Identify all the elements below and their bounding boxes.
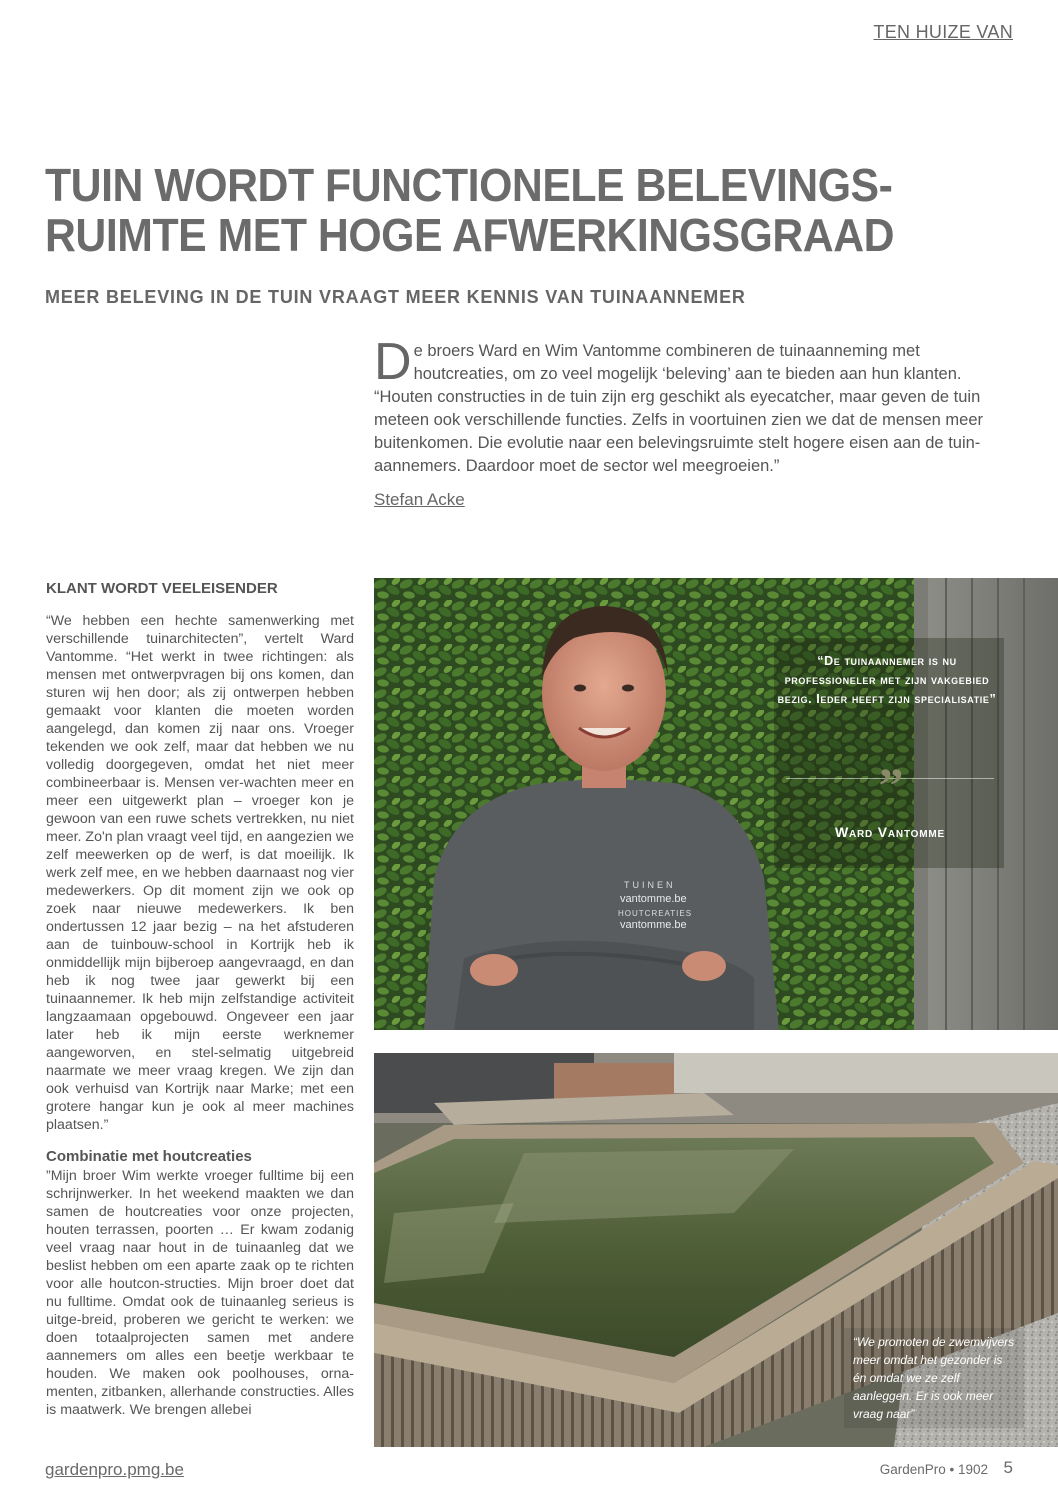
intro-paragraph [374, 333, 1010, 478]
portrait-illustration [374, 578, 1058, 1030]
article-subtitle: MEER BELEVING IN DE TUIN VRAAGT MEER KENNIS VAN TUINAANNEMER [45, 287, 746, 307]
intro-text: e broers Ward en Wim Vantomme combineren de tuinaanneming met houtcreaties, om zo veel mogelijk ‘beleving’ aan te bieden aan hun klanten. “Houten constructies in de tuin zijn erg geschikt als eyecatcher, maar geven de tuin meteen ook verschillende functies. Zelfs in voortuinen zien we dat de mensen meer buitenkomen. Die evolutie naar een belevingsruimte stelt hogere eisen aan de tuin-aannemers. Daardoor moet de sector wel meegroeien.” [374, 342, 983, 475]
body-paragraph-2: ”Mijn broer Wim werkte vroeger fulltime bij een schrijnwerker. In het weekend maakten we dan samen de houtcreaties voor onze projecten, houten terrassen, poorten … Er kwam zodanig veel vraag naar hout in de tuinaanleg dat we beslist hebben om een aparte zaak op te richten voor alle houtcon-structies. Mijn broer doet dat nu fulltime. Omdat ook de tuinaanleg serieus is uitge-breid, proberen we gericht te werken: we doen totaalprojecten samen met andere aannemers om alles een beetje werkbaar te houden. We maken ook poolhouses, orna-menten, zitbanken, allerhande constructies. Alles is maatwerk. We brengen allebei [46, 1168, 354, 1418]
footer-url-link[interactable]: gardenpro.pmg.be [45, 1460, 184, 1479]
shirt-logo-line-1: TUINEN [624, 880, 676, 890]
shirt-logo-line-3: HOUTCREATIES [618, 909, 693, 918]
section-heading-2: Combinatie met houtcreaties [46, 1148, 252, 1165]
pull-quote-person: Ward Vantomme [835, 824, 945, 840]
pool-caption: “We promoten de zwemvijvers meer omdat het gezonder is én omdat we ze zelf aanleggen. Er is ook meer vraag naar” [853, 1335, 1015, 1421]
section-tag: TEN HUIZE VAN [873, 22, 1013, 42]
body-paragraph-1: “We hebben een hechte samenwerking met verschillende tuinarchitecten”, vertelt Ward Vantomme. “Het werkt in twee richtingen: als mensen met ontwerpvragen bij ons komen, dan sturen wij hen door; als zij ontwerpen hebben gemaakt voor klanten die moeten worden aangelegd, dan komen zij naar ons. Vroeger tekenden we ook zelf, maar dat hebben we nu volledig doorgegeven, omdat het niet meer combineerbaar is. Mensen ver-wachten meer en meer een uitgewerkt plan – vroeger kon je gewoon van een ruwe schets vertrekken, nu niet meer. Zo'n plan vraagt veel tijd, en aangezien we zelf meewerken op de werf, is dat moeilijk. Ik werk zelf mee, en we hebben daarnaast nog vier medewerkers. Op dit moment zijn we ook op zoek naar nieuwe medewerkers. Ik ben ondertussen 12 jaar bezig – na het afstuderen aan de tuinbouw-school in Kortrijk heb ik onmiddellijk mijn bijberoep aangevraagd, en dan heb ik nog twee jaar gewerkt bij een tuinaannemer. Ik heb mijn zelfstandige activiteit langzaamaan opgebouwd. Ongeveer een jaar later heb ik mijn eerste werknemer aangeworven, en stel-selmatig uitgebreid naarmate we meer vraag kregen. We zijn dan ook verhuisd van Kortrijk naar Marke; met een grotere hangar kun je ook al meer machines plaatsen.” [46, 613, 354, 1133]
article-title [45, 160, 956, 260]
footer-page-number: 5 [1003, 1458, 1013, 1477]
title-line-1: TUIN WORDT FUNCTIONELE BELEVINGS- [45, 159, 893, 211]
intro-dropcap: D [374, 333, 412, 391]
quote-mark-icon: ” [878, 757, 904, 813]
shirt-logo-line-4: vantomme.be [620, 919, 687, 931]
shirt-logo-line-2: vantomme.be [620, 893, 687, 905]
section-heading-1: KLANT WORDT VEELEISENDER [46, 580, 278, 597]
pull-quote: “De tuinaannemer is nu professioneler met zijn vakgebied bezig. Ieder heeft zijn specialisatie” [777, 654, 997, 706]
title-line-2: RUIMTE MET HOGE AFWERKINGSGRAAD [45, 209, 895, 261]
footer-magazine: GardenPro • 1902 [879, 1462, 988, 1477]
portrait-photo [374, 578, 1058, 1030]
author-link[interactable]: Stefan Acke [374, 490, 465, 509]
left-column [46, 580, 354, 1419]
